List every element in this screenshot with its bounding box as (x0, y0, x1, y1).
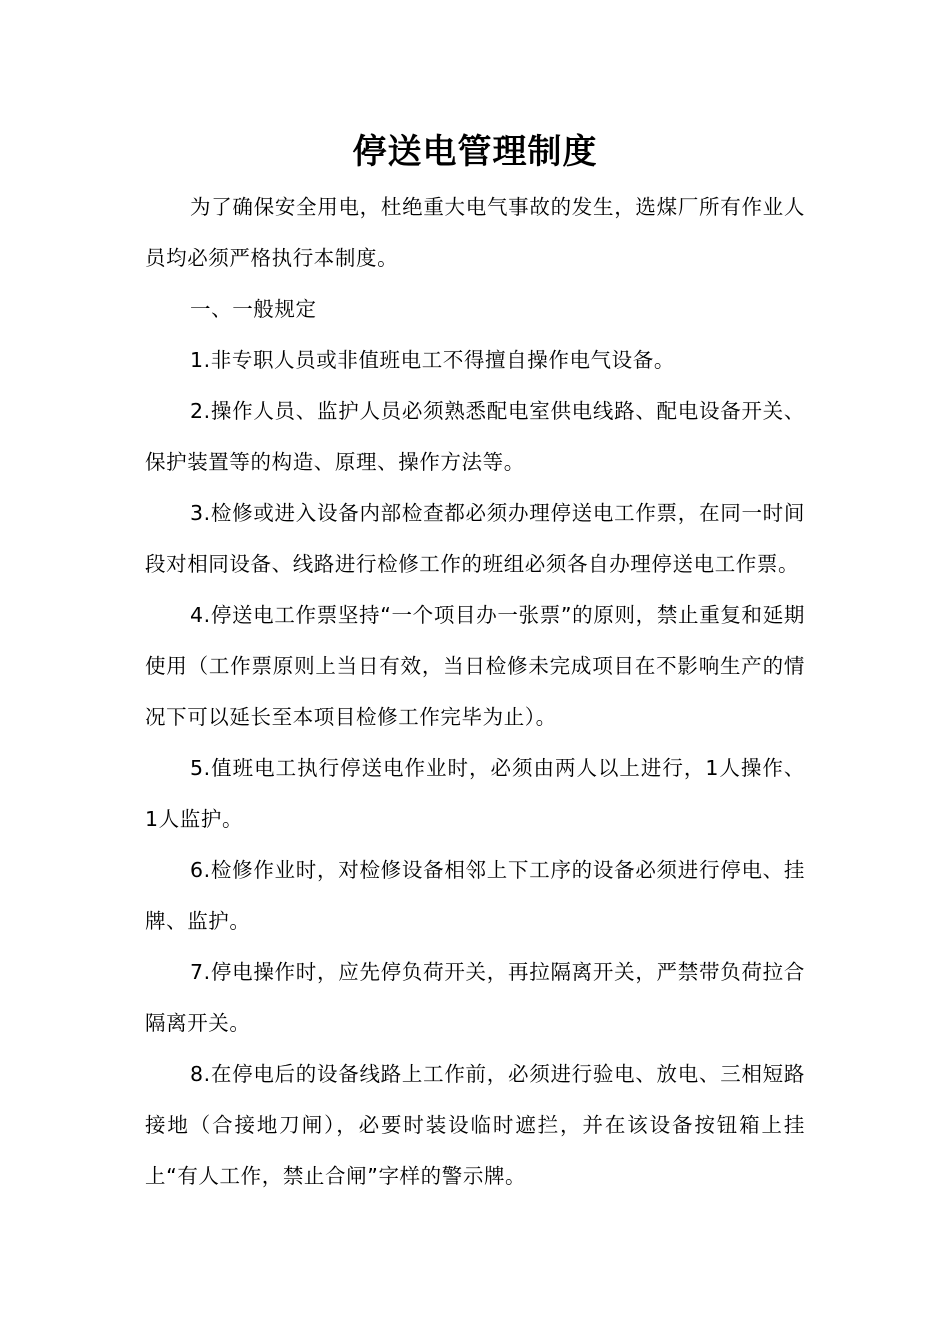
section-heading-general-rules: 一、一般规定 (190, 297, 317, 321)
rule-6-paragraph: 6.检修作业时，对检修设备相邻上下工序的设备必须进行停电、挂牌、监护。 (145, 858, 805, 933)
document-body (145, 182, 805, 1202)
rule-5-paragraph: 5.值班电工执行停送电作业时，必须由两人以上进行，1人操作、1人监护。 (145, 756, 805, 831)
rule-2-paragraph: 2.操作人员、监护人员必须熟悉配电室供电线路、配电设备开关、保护装置等的构造、原理、操作方法等。 (145, 399, 805, 474)
rule-8-paragraph: 8.在停电后的设备线路上工作前，必须进行验电、放电、三相短路接地（合接地刀闸），必要时装设临时遮拦，并在该设备按钮箱上挂上“有人工作，禁止合闸”字样的警示牌。 (145, 1062, 805, 1188)
rule-3-paragraph: 3.检修或进入设备内部检查都必须办理停送电工作票，在同一时间段对相同设备、线路进行检修工作的班组必须各自办理停送电工作票。 (145, 501, 805, 576)
rule-4-paragraph: 4.停送电工作票坚持“一个项目办一张票”的原则，禁止重复和延期使用（工作票原则上当日有效，当日检修未完成项目在不影响生产的情况下可以延长至本项目检修工作完毕为止）。 (145, 603, 805, 729)
document-title: 停送电管理制度 (352, 132, 598, 172)
intro-paragraph: 为了确保安全用电，杜绝重大电气事故的发生，选煤厂所有作业人员均必须严格执行本制度。 (145, 195, 805, 270)
rule-7-paragraph: 7.停电操作时，应先停负荷开关，再拉隔离开关，严禁带负荷拉合隔离开关。 (145, 960, 805, 1035)
rule-1-paragraph: 1.非专职人员或非值班电工不得擅自操作电气设备。 (190, 348, 675, 372)
